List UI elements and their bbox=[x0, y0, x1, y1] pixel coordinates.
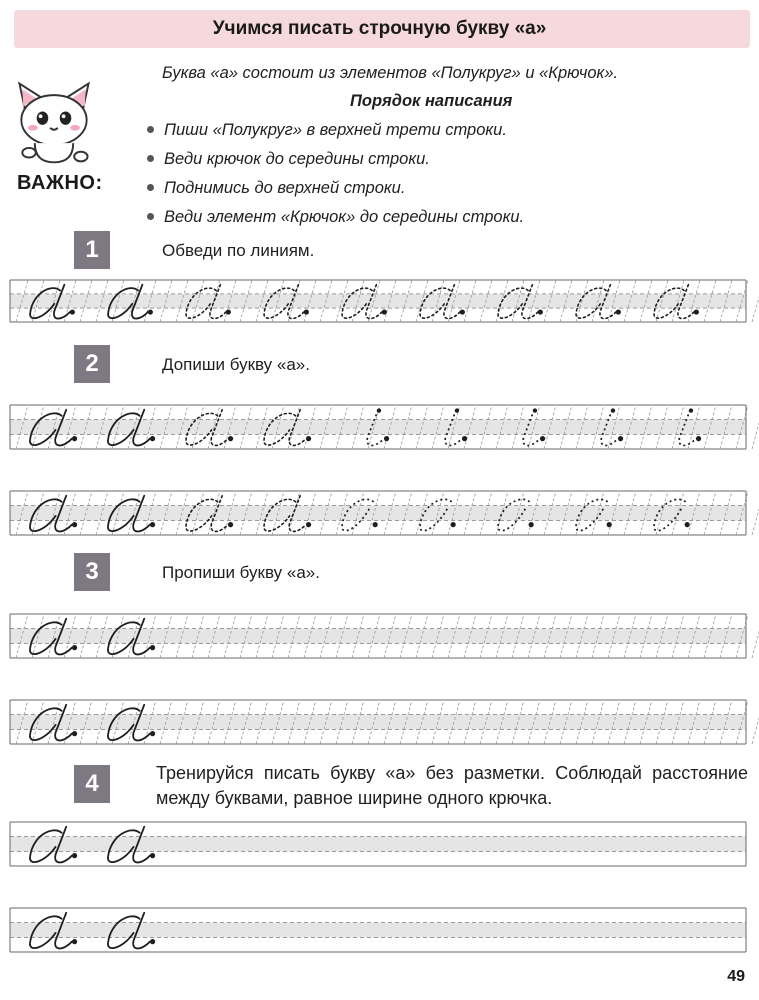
page-title: Учимся писать строчную букву «а» bbox=[212, 18, 547, 39]
task-1-text: Обведи по линиям. bbox=[162, 241, 315, 260]
task-1-badge: 1 bbox=[74, 231, 110, 269]
writing-band-3 bbox=[10, 614, 750, 748]
task-2-badge: 2 bbox=[74, 345, 110, 383]
rule-item: Пиши «Полукруг» в верхней трети строки. bbox=[147, 118, 524, 147]
rules-list bbox=[147, 118, 524, 234]
writing-band-1 bbox=[10, 280, 750, 324]
intro-text: Буква «а» состоит из элементов «Полукруг» и «Крючок». bbox=[162, 64, 619, 82]
rule-item: Поднимись до верхней строки. bbox=[147, 176, 524, 205]
bullet-icon bbox=[147, 126, 154, 133]
order-heading: Порядок написания bbox=[350, 92, 513, 110]
task-3-badge: 3 bbox=[74, 553, 110, 591]
kitten-illustration bbox=[6, 74, 102, 170]
page-number: 49 bbox=[727, 968, 745, 985]
writing-band-4 bbox=[10, 822, 750, 956]
bullet-icon bbox=[147, 184, 154, 191]
writing-band-2 bbox=[10, 405, 750, 539]
bullet-icon bbox=[147, 155, 154, 162]
task-2-text: Допиши букву «а». bbox=[162, 355, 310, 374]
task-3-text: Пропиши букву «а». bbox=[162, 563, 320, 582]
task-4-text: Тренируйся писать букву «а» без разметки. Соблюдай расстояние между буквами, равное ширине одного крючка. bbox=[156, 763, 748, 808]
rule-item: Веди крючок до середины строки. bbox=[147, 147, 524, 176]
task-4-badge: 4 bbox=[74, 765, 110, 803]
bullet-icon bbox=[147, 213, 154, 220]
rule-item: Веди элемент «Крючок» до середины строки. bbox=[147, 205, 524, 234]
important-label: ВАЖНО: bbox=[17, 172, 103, 194]
